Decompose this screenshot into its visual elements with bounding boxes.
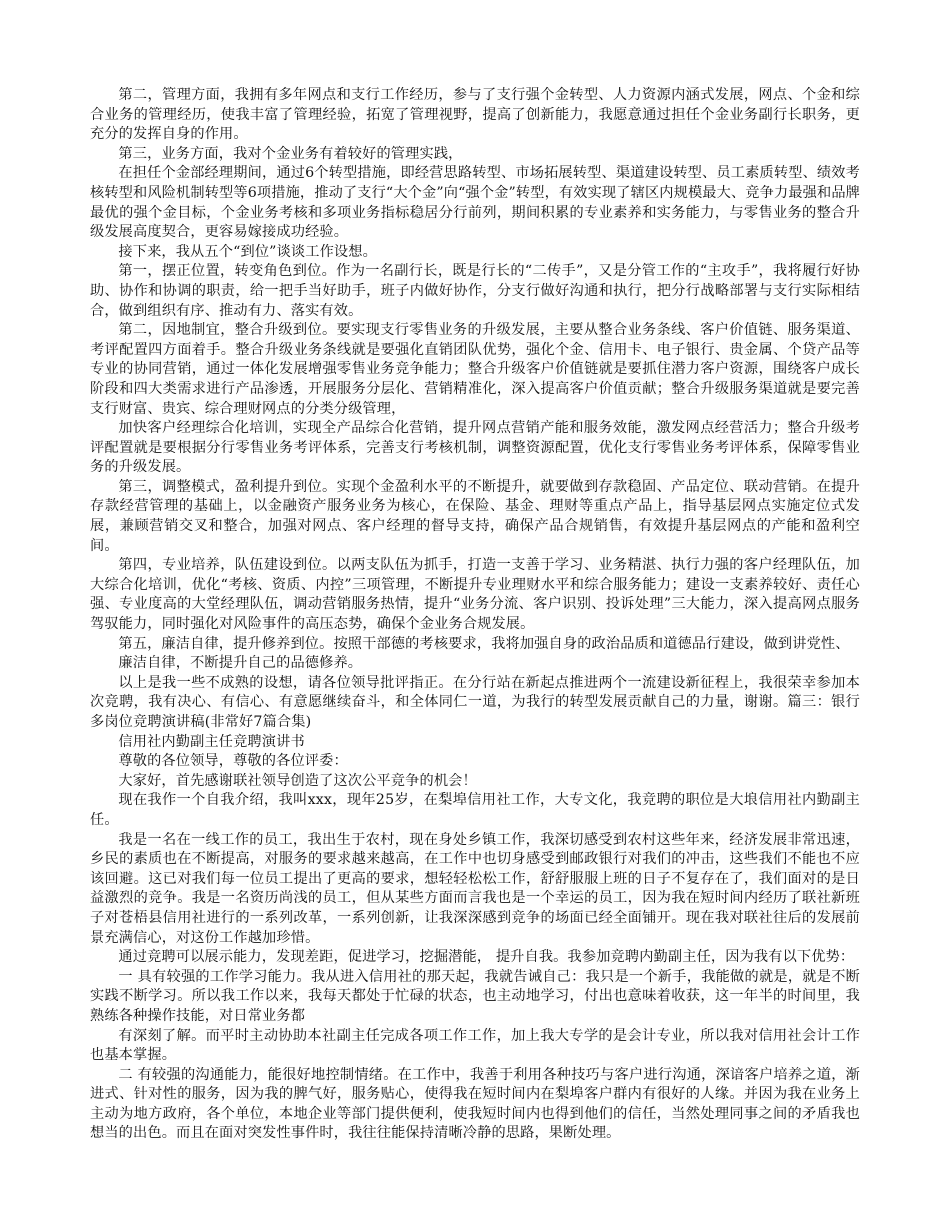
paragraph-point-four: 第四，专业培养，队伍建设到位。以两支队伍为抓手，打造一支善于学习、业务精湛、执行力强的客户经理队伍，加大综合化培训，优化“考核、资质、内控”三项管理，不断提升专业理财水平和综合服务能力；建设一支素养较好、责任心强、专业度高的大堂经理队伍，调动营销服务热情，提升“业务分流、客户识别、投诉处理”三大能力，深入提高网点服务驾驭能力，同时强化对风险事件的高压态势，确保个金业务合规发展。 (90, 557, 860, 633)
paragraph-advantage-one: 一 具有较强的工作学习能力。我从进入信用社的那天起，我就告诫自己：我只是一个新手，我能做的就是，就是不断实践不断学习。所以我工作以来，我每天都处于忙碌的状态，也主动地学习，付出也意味着收获，这一年半的时间里，我熟练各种操作技能，对日常业务都 (90, 968, 860, 1024)
paragraph-background: 我是一名在一线工作的员工，我出生于农村，现在身处乡镇工作，我深切感受到农村这些年来，经济发展非常迅速，乡民的素质也在不断提高，对服务的要求越来越高，在工作中也切身感受到邮政银行对我们的冲击，这些我们不能也不应该回避。这已对我们每一位员工提出了更高的要求，想轻轻松松工作，舒舒服服上班的日子不复存在了，我们面对的是日益激烈的竞争。我是一名资历尚浅的员工，但从某些方面而言我也是一个幸运的员工，因为我在短时间内经历了联社新班子对苍梧县信用社进行的一系列改革，一系列创新，让我深深感到竞争的场面已经全面铺开。现在我对联社往后的发展前景充满信心，对这份工作越加珍惜。 (90, 831, 860, 946)
paragraph-point-two: 第二，因地制宜，整合升级到位。要实现支行零售业务的升级发展，主要从整合业务条线、客户价值链、服务渠道、考评配置四方面着手。整合升级业务条线就是要强化直销团队优势，强化个金、信用卡、电子银行、贵金属、个贷产品等专业的协同营销，通过一体化发展增强零售业务竞争能力；整合升级客户价值链就是要抓住潜力客户资源，围绕客户成长阶段和四大类需求进行产品渗透，开展服务分层化、营销精准化，深入提高客户价值贡献；整合升级服务渠道就是要完善支行财富、贵宾、综合理财网点的分类分级管理， (90, 322, 860, 417)
paragraph-greeting: 大家好，首先感谢联社领导创造了这次公平竞争的机会！ (118, 772, 477, 789)
paragraph-point-five: 第五，廉洁自律，提升修养到位。按照干部德的考核要求，我将加强自身的政治品质和道德品行建设，做到讲党性、 (118, 635, 850, 652)
paragraph-business-intro: 第三，业务方面，我对个金业务有着较好的管理实践， (118, 145, 463, 162)
paragraph-point-five-cont: 廉洁自律，不断提升自己的品德修养。 (118, 655, 363, 672)
paragraph-closing: 以上是我一些不成熟的设想，请各位领导批评指正。在分行站在新起点推进两个一流建设新征程上，我很荣幸参加本次竞聘，我有决心、有信心、有意愿继续奋斗，和全体同仁一道，为我行的转型发展贡献自己的力量，谢谢。篇三：银行多岗位竞聘演讲稿(非常好7篇合集) (90, 674, 860, 730)
paragraph-self-intro: 现在我作一个自我介绍，我叫xxx，现年25岁，在梨埠信用社工作，大专文化，我竞聘的职位是大埌信用社内勤副主任。 (90, 792, 860, 828)
paragraph-advantage-two: 二 有较强的沟通能力，能很好地控制情绪。在工作中，我善于利用各种技巧与客户进行沟通，深谙客户培养之道，渐进式、针对性的服务，因为我的脾气好，服务贴心，使得我在短时间内在梨埠客户群内有很好的人缘。并因为我在业务上主动为地方政府，各个单位，本地企业等部门提供便利，使我短时间内也得到他们的信任，当然处理同事之间的矛盾我也想当的出色。而且在面对突发性事件时，我往往能保持清晰冷静的思路，果断处理。 (90, 1066, 860, 1142)
paragraph-management: 第二，管理方面，我拥有多年网点和支行工作经历，参与了支行强个金转型、人力资源内涵式发展，网点、个金和综合业务的管理经历，使我丰富了管理经验，拓宽了管理视野，提高了创新能力，我愿意通过担任个金业务副行长职务，更充分的发挥自身的作用。 (90, 87, 860, 143)
paragraph-point-one: 第一，摆正位置，转变角色到位。作为一名副行长，既是行长的“二传手”，又是分管工作的“主攻手”，我将履行好协助、协作和协调的职责，给一把手当好助手，班子内做好协作，分支行做好沟通和执行，把分行战略部署与支行实际相结合，做到组织有序、推动有力、落实有效。 (90, 263, 860, 319)
paragraph-advantage-one-cont: 有深刻了解。而平时主动协助本社副主任完成各项工作工作，加上我大专学的是会计专业，所以我对信用社会计工作也基本掌握。 (90, 1027, 860, 1064)
paragraph-salutation: 尊敬的各位领导，尊敬的各位评委： (118, 753, 348, 770)
paragraph-point-three: 第三，调整模式，盈利提升到位。实现个金盈利水平的不断提升，就要做到存款稳固、产品定位、联动营销。在提升存款经营管理的基础上，以金融资产服务业务为核心，在保险、基金、理财等重点产品上，指导基层网点实施定位式发展，兼顾营销交叉和整合，加强对网点、客户经理的督导支持，确保产品合规销售，有效提升基层网点的产能和盈利空间。 (90, 478, 860, 554)
paragraph-transformation: 在担任个金部经理期间，通过6个转型措施，即经营思路转型、市场拓展转型、渠道建设转型、员工素质转型、绩效考核转型和风险机制转型等6项措施，推动了支行“大个金”向“强个金”转型，有效实现了辖区内规模最大、竞争力最强和品牌最优的强个金目标，个金业务考核和多项业务指标稳居分行前列，期间积累的专业素养和实务能力，与零售业务的整合升级发展高度契合，更容易嫁接成功经验。 (90, 165, 861, 241)
paragraph-five-points-intro: 接下来，我从五个“到位”谈谈工作设想。 (118, 243, 377, 260)
paragraph-advantages-intro: 通过竞聘可以展示能力，发现差距，促进学习，挖掘潜能， 提升自我。我参加竞聘内勤副主任，因为我有以下优势： (118, 949, 855, 966)
paragraph-point-two-cont: 加快客户经理综合化培训，实现全产品综合化营销，提升网点营销产能和服务效能，激发网点经营活力；整合升级考评配置就是要根据分行零售业务考评体系，完善支行考核机制，调整资源配置，优化支行零售业务考评体系，保障零售业务的升级发展。 (90, 420, 860, 476)
document-page (90, 86, 860, 1144)
speech-title: 信用社内勤副主任竞聘演讲书 (118, 733, 305, 750)
